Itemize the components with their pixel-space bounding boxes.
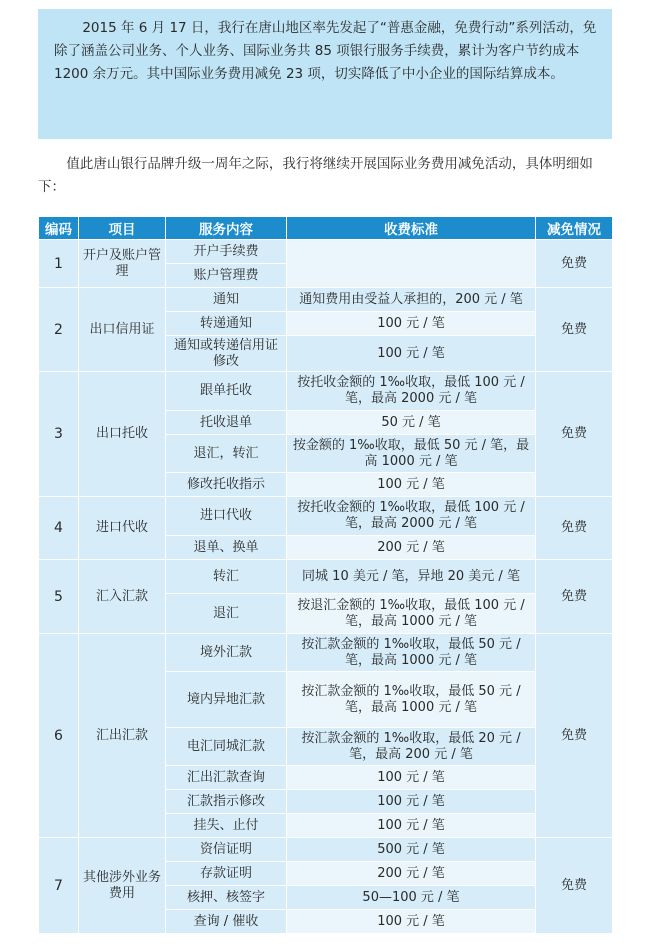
- service-cell: 通知: [166, 288, 287, 312]
- group-name: 开户及账户管理: [79, 240, 166, 288]
- service-cell: 转递通知: [166, 312, 287, 336]
- header-code: 编码: [39, 217, 79, 240]
- waiver-cell: 免费: [536, 634, 613, 838]
- waiver-cell: 免费: [536, 560, 613, 634]
- waiver-cell: 免费: [536, 240, 613, 288]
- fee-waiver-table: [38, 216, 613, 934]
- table-row: [39, 838, 613, 862]
- waiver-cell: 免费: [536, 497, 613, 560]
- fee-cell: 500 元 / 笔: [287, 838, 536, 862]
- group-name: 进口代收: [79, 497, 166, 560]
- waiver-cell: 免费: [536, 372, 613, 497]
- service-cell: 存款证明: [166, 862, 287, 886]
- fee-cell: 50—100 元 / 笔: [287, 886, 536, 910]
- fee-cell: 100 元 / 笔: [287, 336, 536, 372]
- service-cell: 转汇: [166, 560, 287, 594]
- service-cell: 挂失、止付: [166, 814, 287, 838]
- fee-cell: 按托收金额的 1‰收取，最低 100 元 / 笔，最高 2000 元 / 笔: [287, 372, 536, 411]
- header-waiver: 减免情况: [536, 217, 613, 240]
- group-name: 汇出汇款: [79, 634, 166, 838]
- fee-cell: 通知费用由受益人承担的，200 元 / 笔: [287, 288, 536, 312]
- group-code: 2: [39, 288, 79, 372]
- waiver-cell: 免费: [536, 288, 613, 372]
- header-service: 服务内容: [166, 217, 287, 240]
- fee-cell: 50 元 / 笔: [287, 411, 536, 435]
- service-cell: 查询 / 催收: [166, 910, 287, 934]
- fee-cell: 按金额的 1‰收取，最低 50 元 / 笔，最高 1000 元 / 笔: [287, 435, 536, 473]
- fee-cell: 100 元 / 笔: [287, 473, 536, 497]
- fee-cell: 100 元 / 笔: [287, 766, 536, 790]
- table-row: [39, 288, 613, 312]
- service-cell: 境内异地汇款: [166, 672, 287, 728]
- group-name: 出口信用证: [79, 288, 166, 372]
- group-code: 6: [39, 634, 79, 838]
- table-row: [39, 634, 613, 672]
- intro-paragraph: 2015 年 6 月 17 日，我行在唐山地区率先发起了“普惠金融，免费行动”系列活动，免除了涵盖公司业务、个人业务、国际业务共 85 项银行服务手续费，累计为客户节约成本 1200 余万元。其中国际业务费用减免 23 项，切实降低了中小企业的国际结算成本。: [54, 20, 597, 82]
- intro-box: [38, 9, 612, 139]
- group-name: 汇入汇款: [79, 560, 166, 634]
- group-code: 5: [39, 560, 79, 634]
- group-code: 1: [39, 240, 79, 288]
- service-cell: 退汇: [166, 594, 287, 634]
- fee-cell: 200 元 / 笔: [287, 536, 536, 560]
- service-cell: 进口代收: [166, 497, 287, 536]
- service-cell: 境外汇款: [166, 634, 287, 672]
- waiver-cell: 免费: [536, 838, 613, 934]
- service-cell: 退单、换单: [166, 536, 287, 560]
- service-cell: 修改托收指示: [166, 473, 287, 497]
- service-cell: 资信证明: [166, 838, 287, 862]
- group-code: 4: [39, 497, 79, 560]
- service-cell: 托收退单: [166, 411, 287, 435]
- fee-cell: 同城 10 美元 / 笔，异地 20 美元 / 笔: [287, 560, 536, 594]
- service-cell: 汇出汇款查询: [166, 766, 287, 790]
- service-cell: 开户手续费: [166, 240, 287, 264]
- group-code: 3: [39, 372, 79, 497]
- fee-cell: 100 元 / 笔: [287, 910, 536, 934]
- fee-cell: 按汇款金额的 1‰收取，最低 50 元 / 笔，最高 1000 元 / 笔: [287, 672, 536, 728]
- service-cell: 跟单托收: [166, 372, 287, 411]
- fee-cell: 按汇款金额的 1‰收取，最低 50 元 / 笔，最高 1000 元 / 笔: [287, 634, 536, 672]
- fee-cell: 100 元 / 笔: [287, 312, 536, 336]
- service-cell: 通知或转递信用证修改: [166, 336, 287, 372]
- fee-cell: 100 元 / 笔: [287, 814, 536, 838]
- group-code: 7: [39, 838, 79, 934]
- group-name: 其他涉外业务费用: [79, 838, 166, 934]
- fee-cell: 按汇款金额的 1‰收取，最低 20 元 / 笔，最高 200 元 / 笔: [287, 728, 536, 766]
- lead-paragraph: 值此唐山银行品牌升级一周年之际，我行将继续开展国际业务费用减免活动，具体明细如下：: [38, 156, 593, 195]
- service-cell: 电汇同城汇款: [166, 728, 287, 766]
- service-cell: 核押、核签字: [166, 886, 287, 910]
- table-row: [39, 497, 613, 536]
- lead-text: [38, 153, 618, 199]
- header-item: 项目: [79, 217, 166, 240]
- service-cell: 汇款指示修改: [166, 790, 287, 814]
- group-name: 出口托收: [79, 372, 166, 497]
- service-cell: 退汇，转汇: [166, 435, 287, 473]
- service-cell: 账户管理费: [166, 264, 287, 288]
- header-fee: 收费标准: [287, 217, 536, 240]
- fee-cell: 200 元 / 笔: [287, 862, 536, 886]
- fee-cell: 按托收金额的 1‰收取，最低 100 元 / 笔，最高 2000 元 / 笔: [287, 497, 536, 536]
- table-row: [39, 240, 613, 264]
- fee-cell: 按退汇金额的 1‰收取，最低 100 元 / 笔，最高 1000 元 / 笔: [287, 594, 536, 634]
- fee-cell: 100 元 / 笔: [287, 790, 536, 814]
- table-row: [39, 372, 613, 411]
- table-header-row: [39, 217, 613, 240]
- table-row: [39, 560, 613, 594]
- fee-cell: [287, 240, 536, 288]
